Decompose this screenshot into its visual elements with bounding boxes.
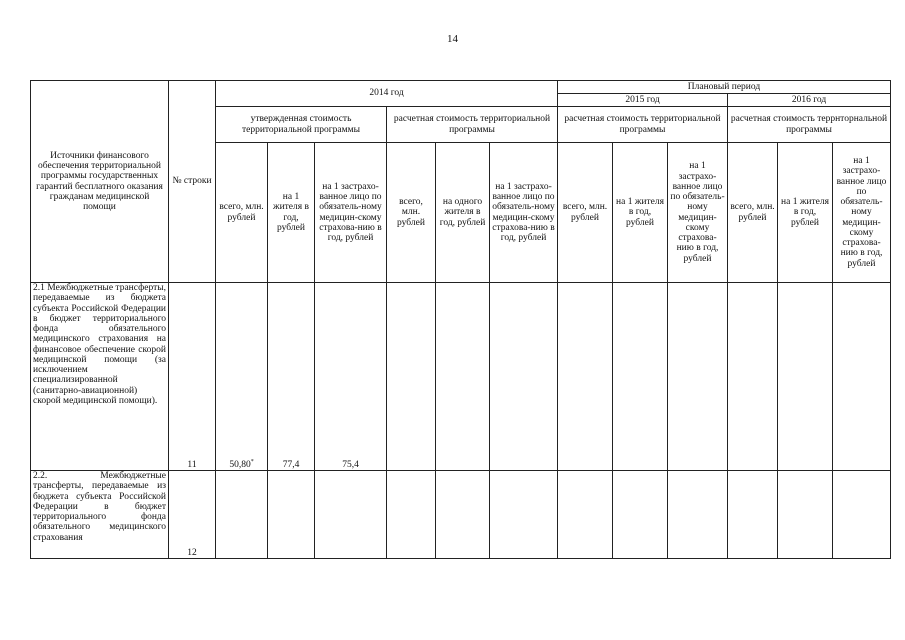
sub-header: всего, млн. рублей — [728, 143, 778, 283]
row-code: 11 — [169, 283, 216, 471]
sub-header: всего, млн. рублей — [558, 143, 613, 283]
calc-cost-2014-header: расчетная стоимость территориальной программы — [387, 107, 558, 143]
empty-cell — [558, 283, 613, 471]
empty-cell — [216, 471, 268, 559]
empty-cell — [833, 283, 891, 471]
sub-header: на 1 жителя в год, рублей — [613, 143, 668, 283]
sub-header: на 1 застрахо-ванное лицо по обязатель-ному медицин-скому страхова-нию в год, рублей — [315, 143, 387, 283]
value-total — [216, 283, 268, 471]
value-per-insured: 75,4 — [315, 283, 387, 471]
sub-header: всего, млн. рублей — [387, 143, 436, 283]
empty-cell — [436, 283, 490, 471]
value-total-number: 50,80 — [229, 459, 251, 470]
empty-cell — [728, 471, 778, 559]
empty-cell — [613, 283, 668, 471]
row-label: 2.2. Межбюджетные трансферты, передаваемые из бюджета субъекта Российской Федерации в бюджет территориального фонда обязательного медицинского страхования — [31, 471, 169, 559]
row-code: 12 — [169, 471, 216, 559]
empty-cell — [613, 471, 668, 559]
value-per-resident: 77,4 — [268, 283, 315, 471]
sub-header: на 1 застрахо-ванное лицо по обязатель-ному медицин-скому страхова-нию в год, рублей — [668, 143, 728, 283]
sub-header: на 1 жителя в год, рублей — [268, 143, 315, 283]
table-row — [31, 283, 891, 471]
page-number: 14 — [447, 33, 458, 45]
row-number-header: № строки — [169, 81, 216, 283]
table-row — [31, 471, 891, 559]
sub-header: на 1 жителя в год, рублей — [778, 143, 833, 283]
empty-cell — [387, 283, 436, 471]
sub-header: на 1 застрахо-ванное лицо по обязатель-ному медицин-скому страхова-нию в год, рублей — [490, 143, 558, 283]
approved-cost-header: утвержденная стоимость территориальной программы — [216, 107, 387, 143]
footnote-mark: * — [250, 458, 254, 465]
plan-period-header: Плановый период — [558, 81, 891, 94]
empty-cell — [668, 283, 728, 471]
calc-cost-2015-header: расчетная стоимость территориальной программы — [558, 107, 728, 143]
empty-cell — [268, 471, 315, 559]
row-label: 2.1 Межбюджетные трансферты, передаваемые из бюджета субъекта Российской Федерации в бюджет территориального фонда обязательного медицинского страхования на финансовое обеспечение скорой медицинской помощи (за исключением специализированной (санитарно-авиационной) скорой медицинской помощи). — [31, 283, 169, 471]
empty-cell — [833, 471, 891, 559]
year-2015-header: 2015 год — [558, 94, 728, 107]
empty-cell — [558, 471, 613, 559]
year-2014-header: 2014 год — [216, 81, 558, 107]
empty-cell — [778, 283, 833, 471]
year-2016-header: 2016 год — [728, 94, 891, 107]
sub-header: всего, млн. рублей — [216, 143, 268, 283]
sub-header: на одного жителя в год, рублей — [436, 143, 490, 283]
empty-cell — [315, 471, 387, 559]
empty-cell — [436, 471, 490, 559]
empty-cell — [490, 283, 558, 471]
empty-cell — [668, 471, 728, 559]
empty-cell — [387, 471, 436, 559]
source-column-header: Источники финансового обеспечения территориальной программы государственных гарантий бесплатного оказания гражданам медицинской помощи — [31, 81, 169, 283]
sub-header: на 1 застрахо-ванное лицо по обязатель-ному медицин-скому страхова-нию в год, рублей — [833, 143, 891, 283]
calc-cost-2016-header: расчетная стоимость террнторнальной программы — [728, 107, 891, 143]
empty-cell — [490, 471, 558, 559]
financing-table — [30, 80, 891, 559]
empty-cell — [728, 283, 778, 471]
empty-cell — [778, 471, 833, 559]
